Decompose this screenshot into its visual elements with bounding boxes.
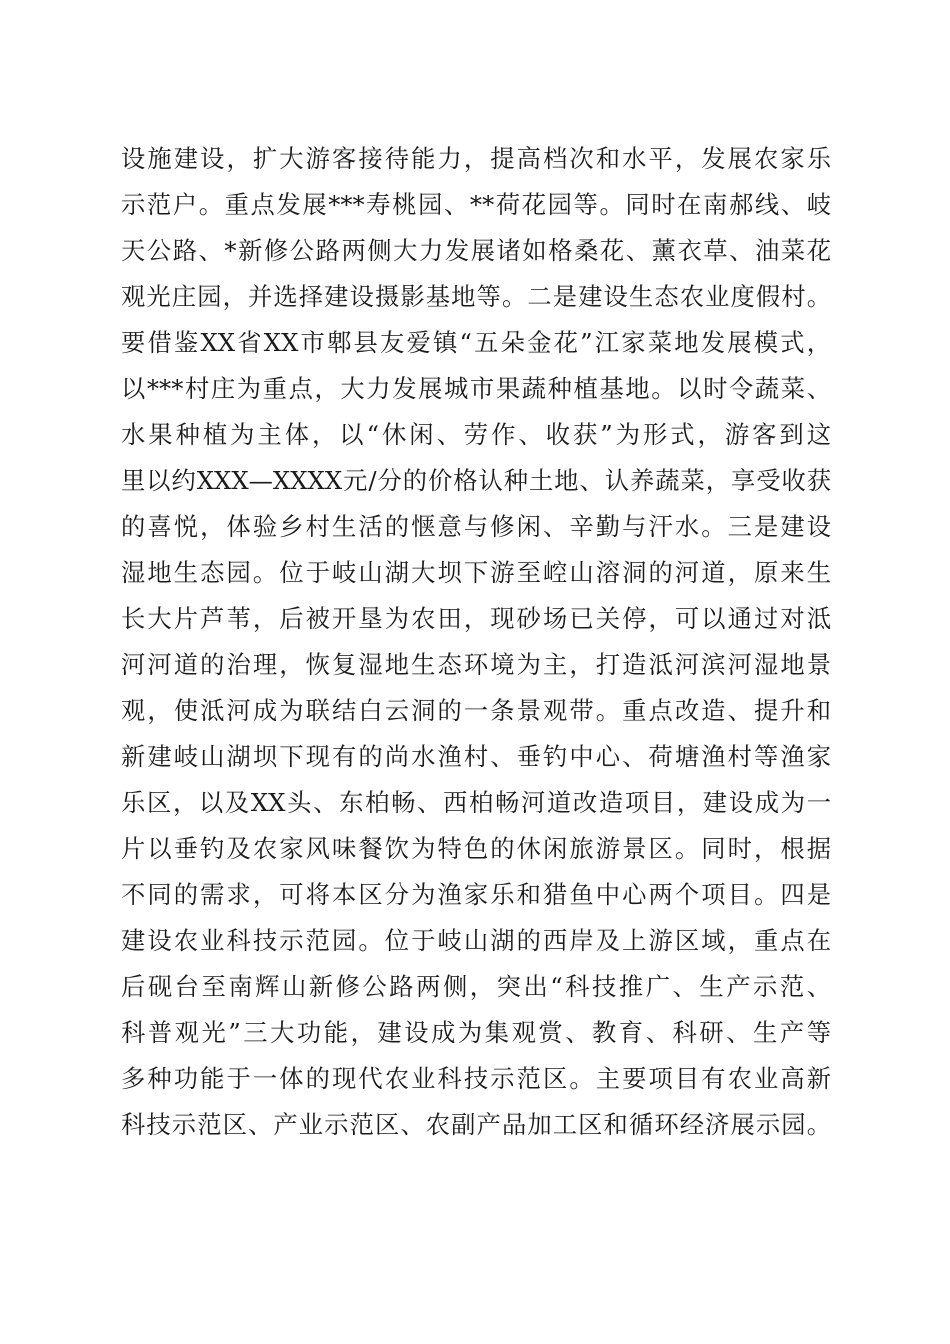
text-line-2: 示范户。重点发展***寿桃园、**荷花园等。同时在南郝线、岐 bbox=[121, 190, 831, 219]
text-line-18: 建设农业科技示范园。位于岐山湖的西岸及上游区域，重点在 bbox=[121, 926, 831, 955]
text-line-13: 观，使泜河成为联结白云洞的一条景观带。重点改造、提升和 bbox=[121, 696, 831, 725]
text-line-11: 长大片芦苇，后被开垦为农田，现砂场已关停，可以通过对泜 bbox=[121, 604, 831, 633]
text-line-19: 后砚台至南辉山新修公路两侧，突出“科技推广、生产示范、 bbox=[121, 972, 831, 1001]
text-line-21: 多种功能于一体的现代农业科技示范区。主要项目有农业高新 bbox=[121, 1064, 831, 1093]
body-paragraph bbox=[121, 136, 831, 1148]
text-line-6: 以***村庄为重点，大力发展城市果蔬种植基地。以时令蔬菜、 bbox=[121, 374, 831, 403]
text-line-17: 不同的需求，可将本区分为渔家乐和猎鱼中心两个项目。四是 bbox=[121, 880, 831, 909]
text-line-12: 河河道的治理，恢复湿地生态环境为主，打造泜河滨河湿地景 bbox=[121, 650, 831, 679]
text-line-9: 的喜悦，体验乡村生活的惬意与修闲、辛勤与汗水。三是建设 bbox=[121, 512, 831, 541]
text-line-20: 科普观光”三大功能，建设成为集观赏、教育、科研、生产等 bbox=[121, 1018, 831, 1047]
text-line-5: 要借鉴XX省XX市郫县友爱镇“五朵金花”江家菜地发展模式， bbox=[121, 328, 831, 357]
text-line-16: 片以垂钓及农家风味餐饮为特色的休闲旅游景区。同时，根据 bbox=[121, 834, 831, 863]
text-line-10: 湿地生态园。位于岐山湖大坝下游至崆山溶洞的河道，原来生 bbox=[121, 558, 831, 587]
text-line-1: 设施建设，扩大游客接待能力，提高档次和水平，发展农家乐 bbox=[121, 144, 831, 173]
text-line-8: 里以约XXX—XXXX元/分的价格认种土地、认养蔬菜，享受收获 bbox=[121, 466, 831, 495]
text-line-3: 天公路、*新修公路两侧大力发展诸如格桑花、薰衣草、油菜花 bbox=[121, 236, 831, 265]
text-line-22: 科技示范区、产业示范区、农副产品加工区和循环经济展示园。 bbox=[121, 1110, 831, 1139]
text-line-4: 观光庄园，并选择建设摄影基地等。二是建设生态农业度假村。 bbox=[121, 282, 831, 311]
text-line-15: 乐区，以及XX头、东柏畅、西柏畅河道改造项目，建设成为一 bbox=[121, 788, 831, 817]
text-line-14: 新建岐山湖坝下现有的尚水渔村、垂钓中心、荷塘渔村等渔家 bbox=[121, 742, 831, 771]
text-line-7: 水果种植为主体，以“休闲、劳作、收获”为形式，游客到这 bbox=[121, 420, 831, 449]
